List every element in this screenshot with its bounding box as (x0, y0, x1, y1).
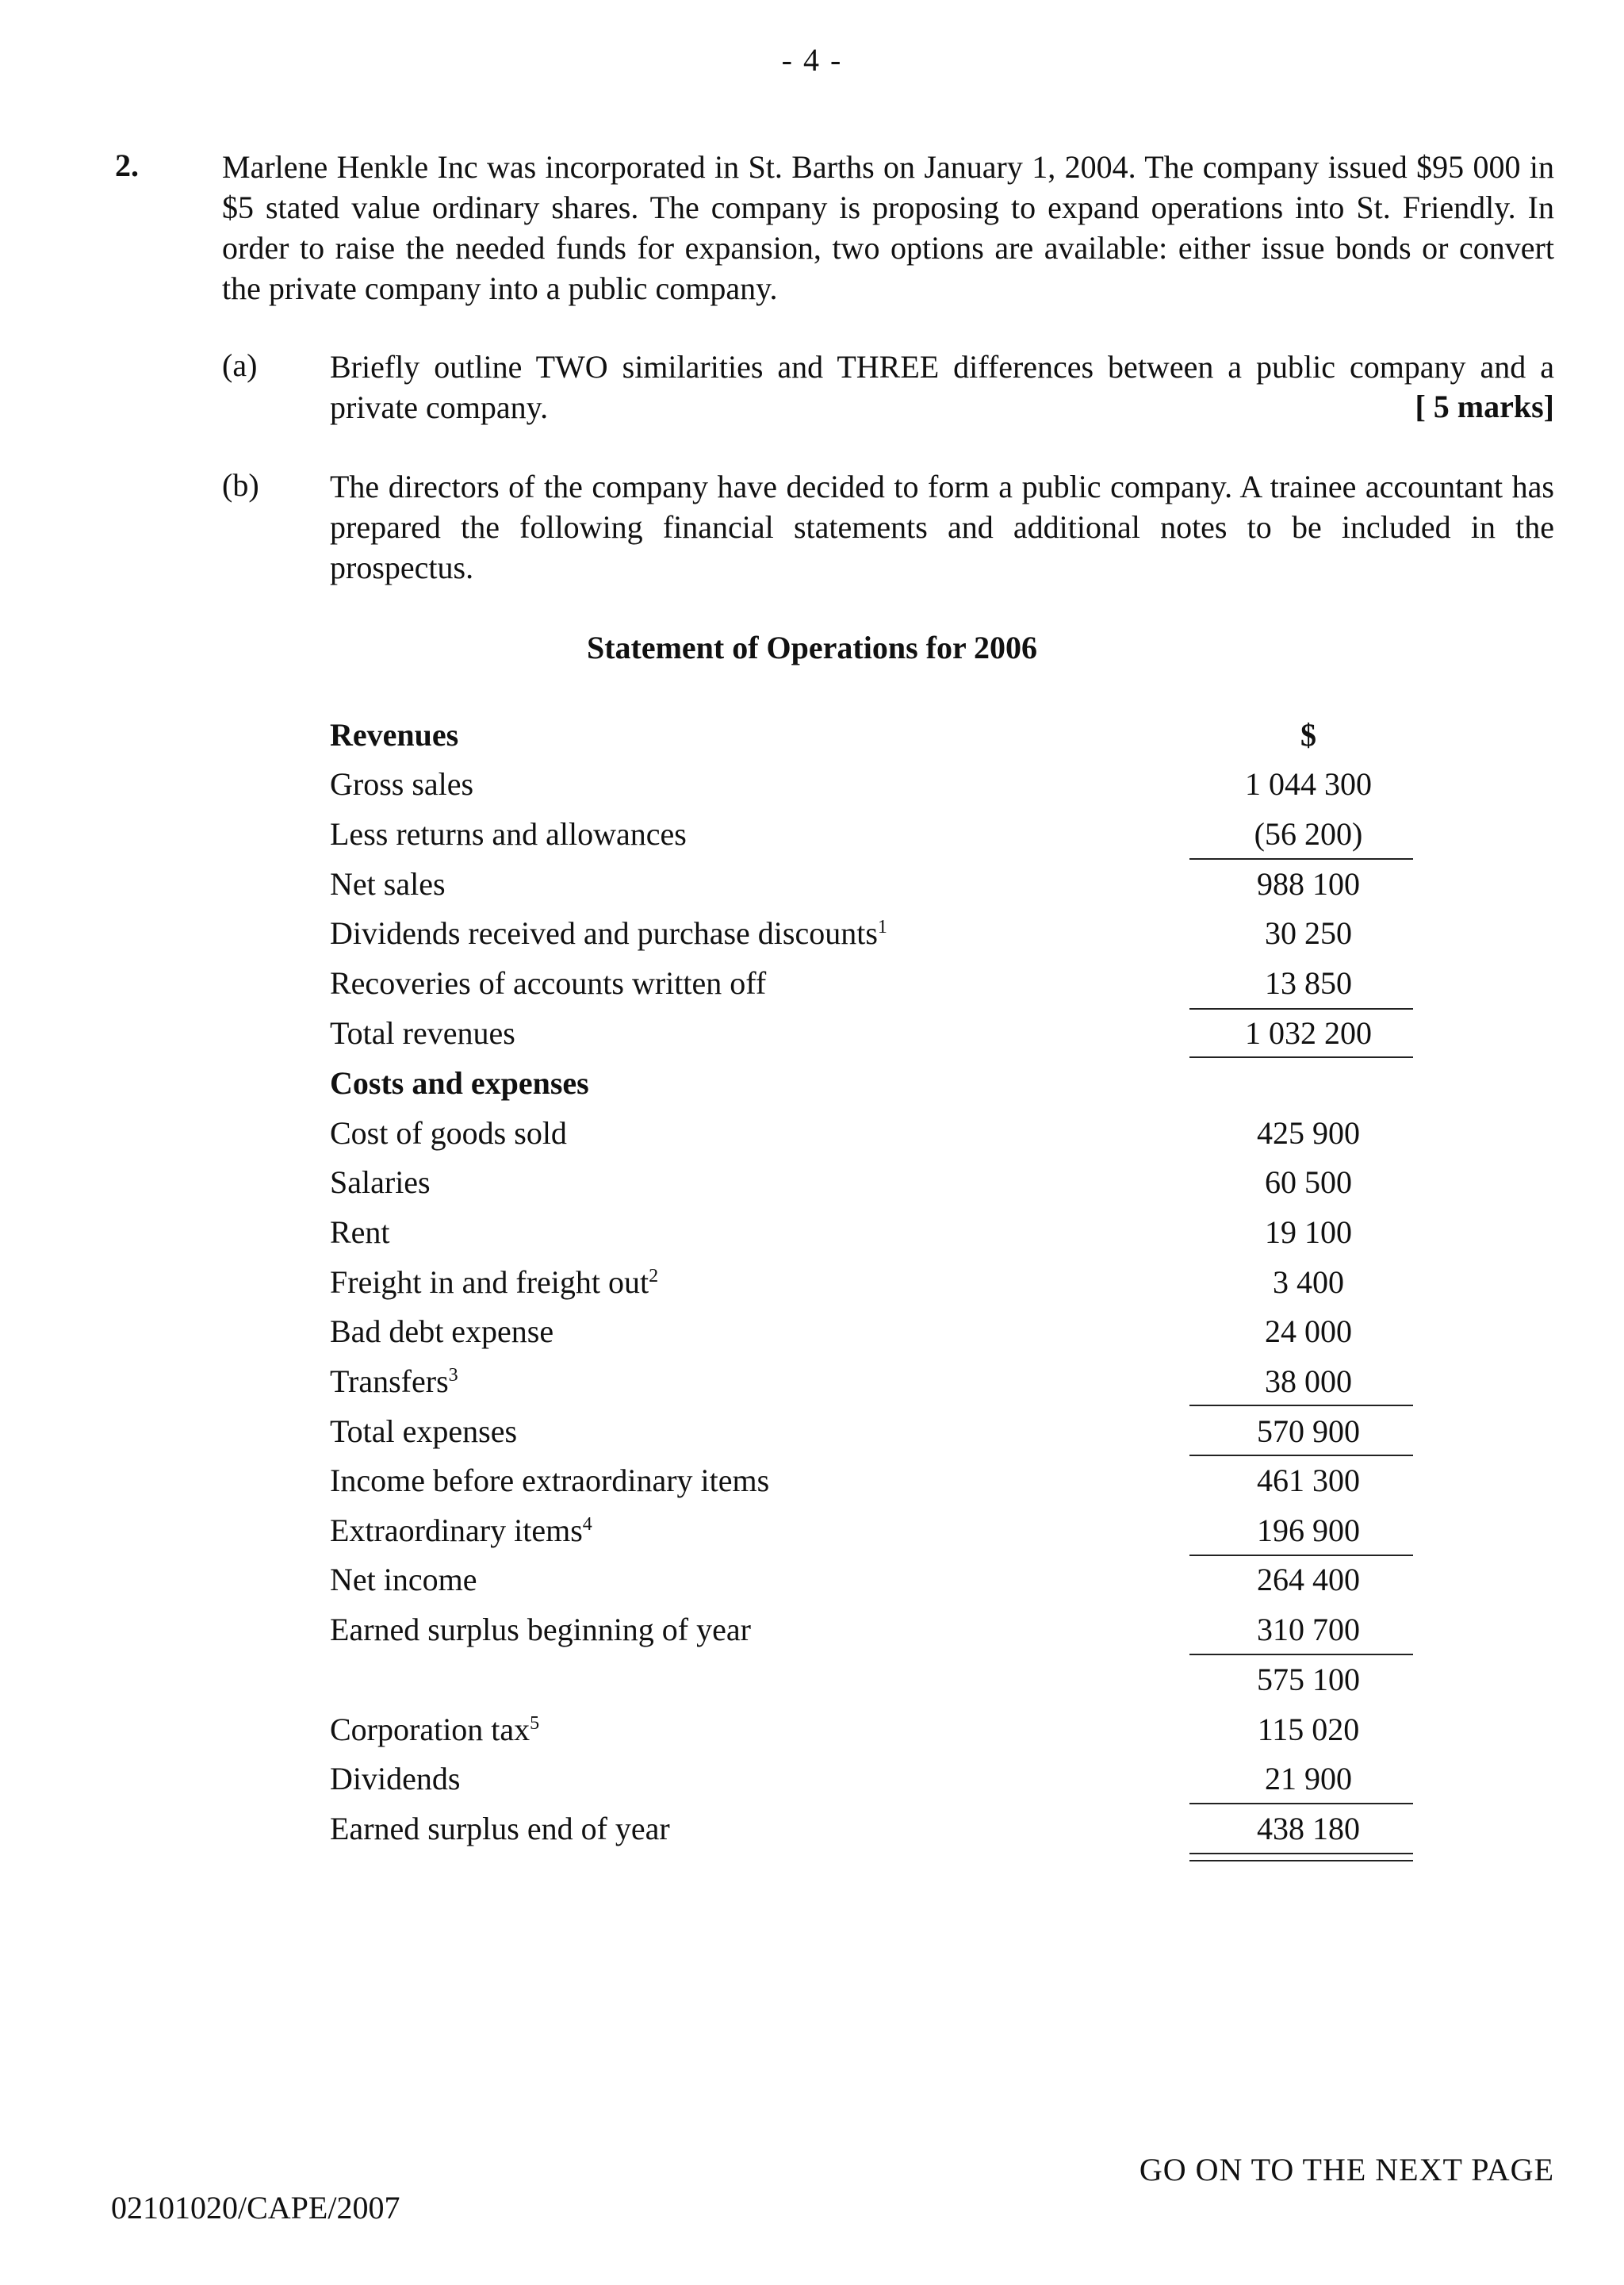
row-label: Income before extraordinary items (330, 1463, 770, 1498)
row-label: Recoveries of accounts written off (330, 965, 767, 1001)
row-value: 3 400 (1273, 1264, 1344, 1300)
row-value: 60 500 (1265, 1164, 1352, 1200)
row-value: 310 700 (1257, 1612, 1360, 1647)
row-label: Net sales (330, 866, 446, 902)
double-rule-bottom (1189, 1860, 1413, 1861)
go-on-next-page: GO ON TO THE NEXT PAGE (1139, 2152, 1554, 2187)
footnote-marker: 5 (530, 1713, 540, 1734)
row-value: 264 400 (1257, 1562, 1360, 1597)
row-value: 570 900 (1257, 1413, 1360, 1449)
row-label: Dividends (330, 1761, 461, 1796)
question-intro: Marlene Henkle Inc was incorporated in St. Barths on January 1, 2004. The company issued $95 000 in $5 stated value ordinary shares. The company is proposing to expand operations into St. Friendly. In order to raise the needed funds for expansion, two options are available: either issue bonds or convert the private company into a public company. (222, 149, 1554, 306)
row-label: Total revenues (330, 1015, 515, 1051)
row-label: Extraordinary items$^4$ (330, 1512, 592, 1548)
part-a-text: Briefly outline TWO similarities and THREE differences between a public company and a private company. (330, 349, 1554, 425)
subtotal-rule (1189, 858, 1413, 860)
footnote-marker: 4 (582, 1514, 592, 1535)
row-label: Salaries (330, 1164, 431, 1200)
row-value: 38 000 (1265, 1363, 1352, 1399)
row-value: 13 850 (1265, 965, 1352, 1001)
statement-title: Statement of Operations for 2006 (586, 630, 1038, 665)
footnote-marker: 2 (649, 1266, 659, 1286)
part-a-marks: [ 5 marks] (1415, 389, 1554, 424)
exam-code: 02101020/CAPE/2007 (111, 2190, 400, 2226)
row-label: Rent (330, 1214, 390, 1250)
row-label: Less returns and allowances (330, 816, 687, 852)
subtotal-rule (1189, 1803, 1413, 1804)
currency-header: $ (1300, 717, 1316, 753)
page-number: - 4 - (781, 42, 843, 78)
part-b-label: (b) (222, 467, 259, 503)
row-value: 19 100 (1265, 1214, 1352, 1250)
footnote-marker: 3 (448, 1365, 458, 1386)
row-label: Freight in and freight out$^2$ (330, 1264, 659, 1300)
row-value: 24 000 (1265, 1313, 1352, 1349)
row-label: Bad debt expense (330, 1313, 554, 1349)
row-value: 1 044 300 (1245, 766, 1372, 802)
row-value: 575 100 (1257, 1662, 1360, 1697)
part-b-text: The directors of the company have decided to form a public company. A trainee accountant has prepared the following financial statements and additional notes to be included in the prospectus. (330, 469, 1554, 585)
row-value: 438 180 (1257, 1811, 1360, 1846)
row-value: 425 900 (1257, 1115, 1360, 1151)
row-label: Costs and expenses (330, 1065, 589, 1101)
row-value: (56 200) (1254, 816, 1363, 852)
subtotal-rule (1189, 1654, 1413, 1655)
row-label: Corporation tax$^5$ (330, 1712, 540, 1747)
footnote-marker: 1 (877, 917, 887, 937)
row-value: 21 900 (1265, 1761, 1352, 1796)
row-label: Earned surplus end of year (330, 1811, 670, 1846)
row-label: Dividends received and purchase discounts$^1$ (330, 915, 887, 951)
row-value: 115 020 (1257, 1712, 1360, 1747)
subtotal-rule (1189, 1455, 1413, 1456)
row-value: 988 100 (1257, 866, 1360, 902)
row-label: Revenues (330, 717, 459, 753)
question-number: 2. (115, 148, 139, 183)
total-rule (1189, 1056, 1413, 1058)
row-value: 30 250 (1265, 915, 1352, 951)
row-label: Transfers$^3$ (330, 1363, 458, 1399)
row-label: Earned surplus beginning of year (330, 1612, 751, 1647)
double-rule-top (1189, 1853, 1413, 1854)
row-label: Net income (330, 1562, 477, 1597)
row-value: 1 032 200 (1245, 1015, 1372, 1051)
subtotal-rule (1189, 1555, 1413, 1556)
row-value: 196 900 (1257, 1512, 1360, 1548)
row-label: Gross sales (330, 766, 474, 802)
part-a-label: (a) (222, 347, 258, 383)
row-label: Total expenses (330, 1413, 518, 1449)
subtotal-rule (1189, 1405, 1413, 1406)
subtotal-rule (1189, 1008, 1413, 1010)
row-value: 461 300 (1257, 1463, 1360, 1498)
row-label: Cost of goods sold (330, 1115, 567, 1151)
